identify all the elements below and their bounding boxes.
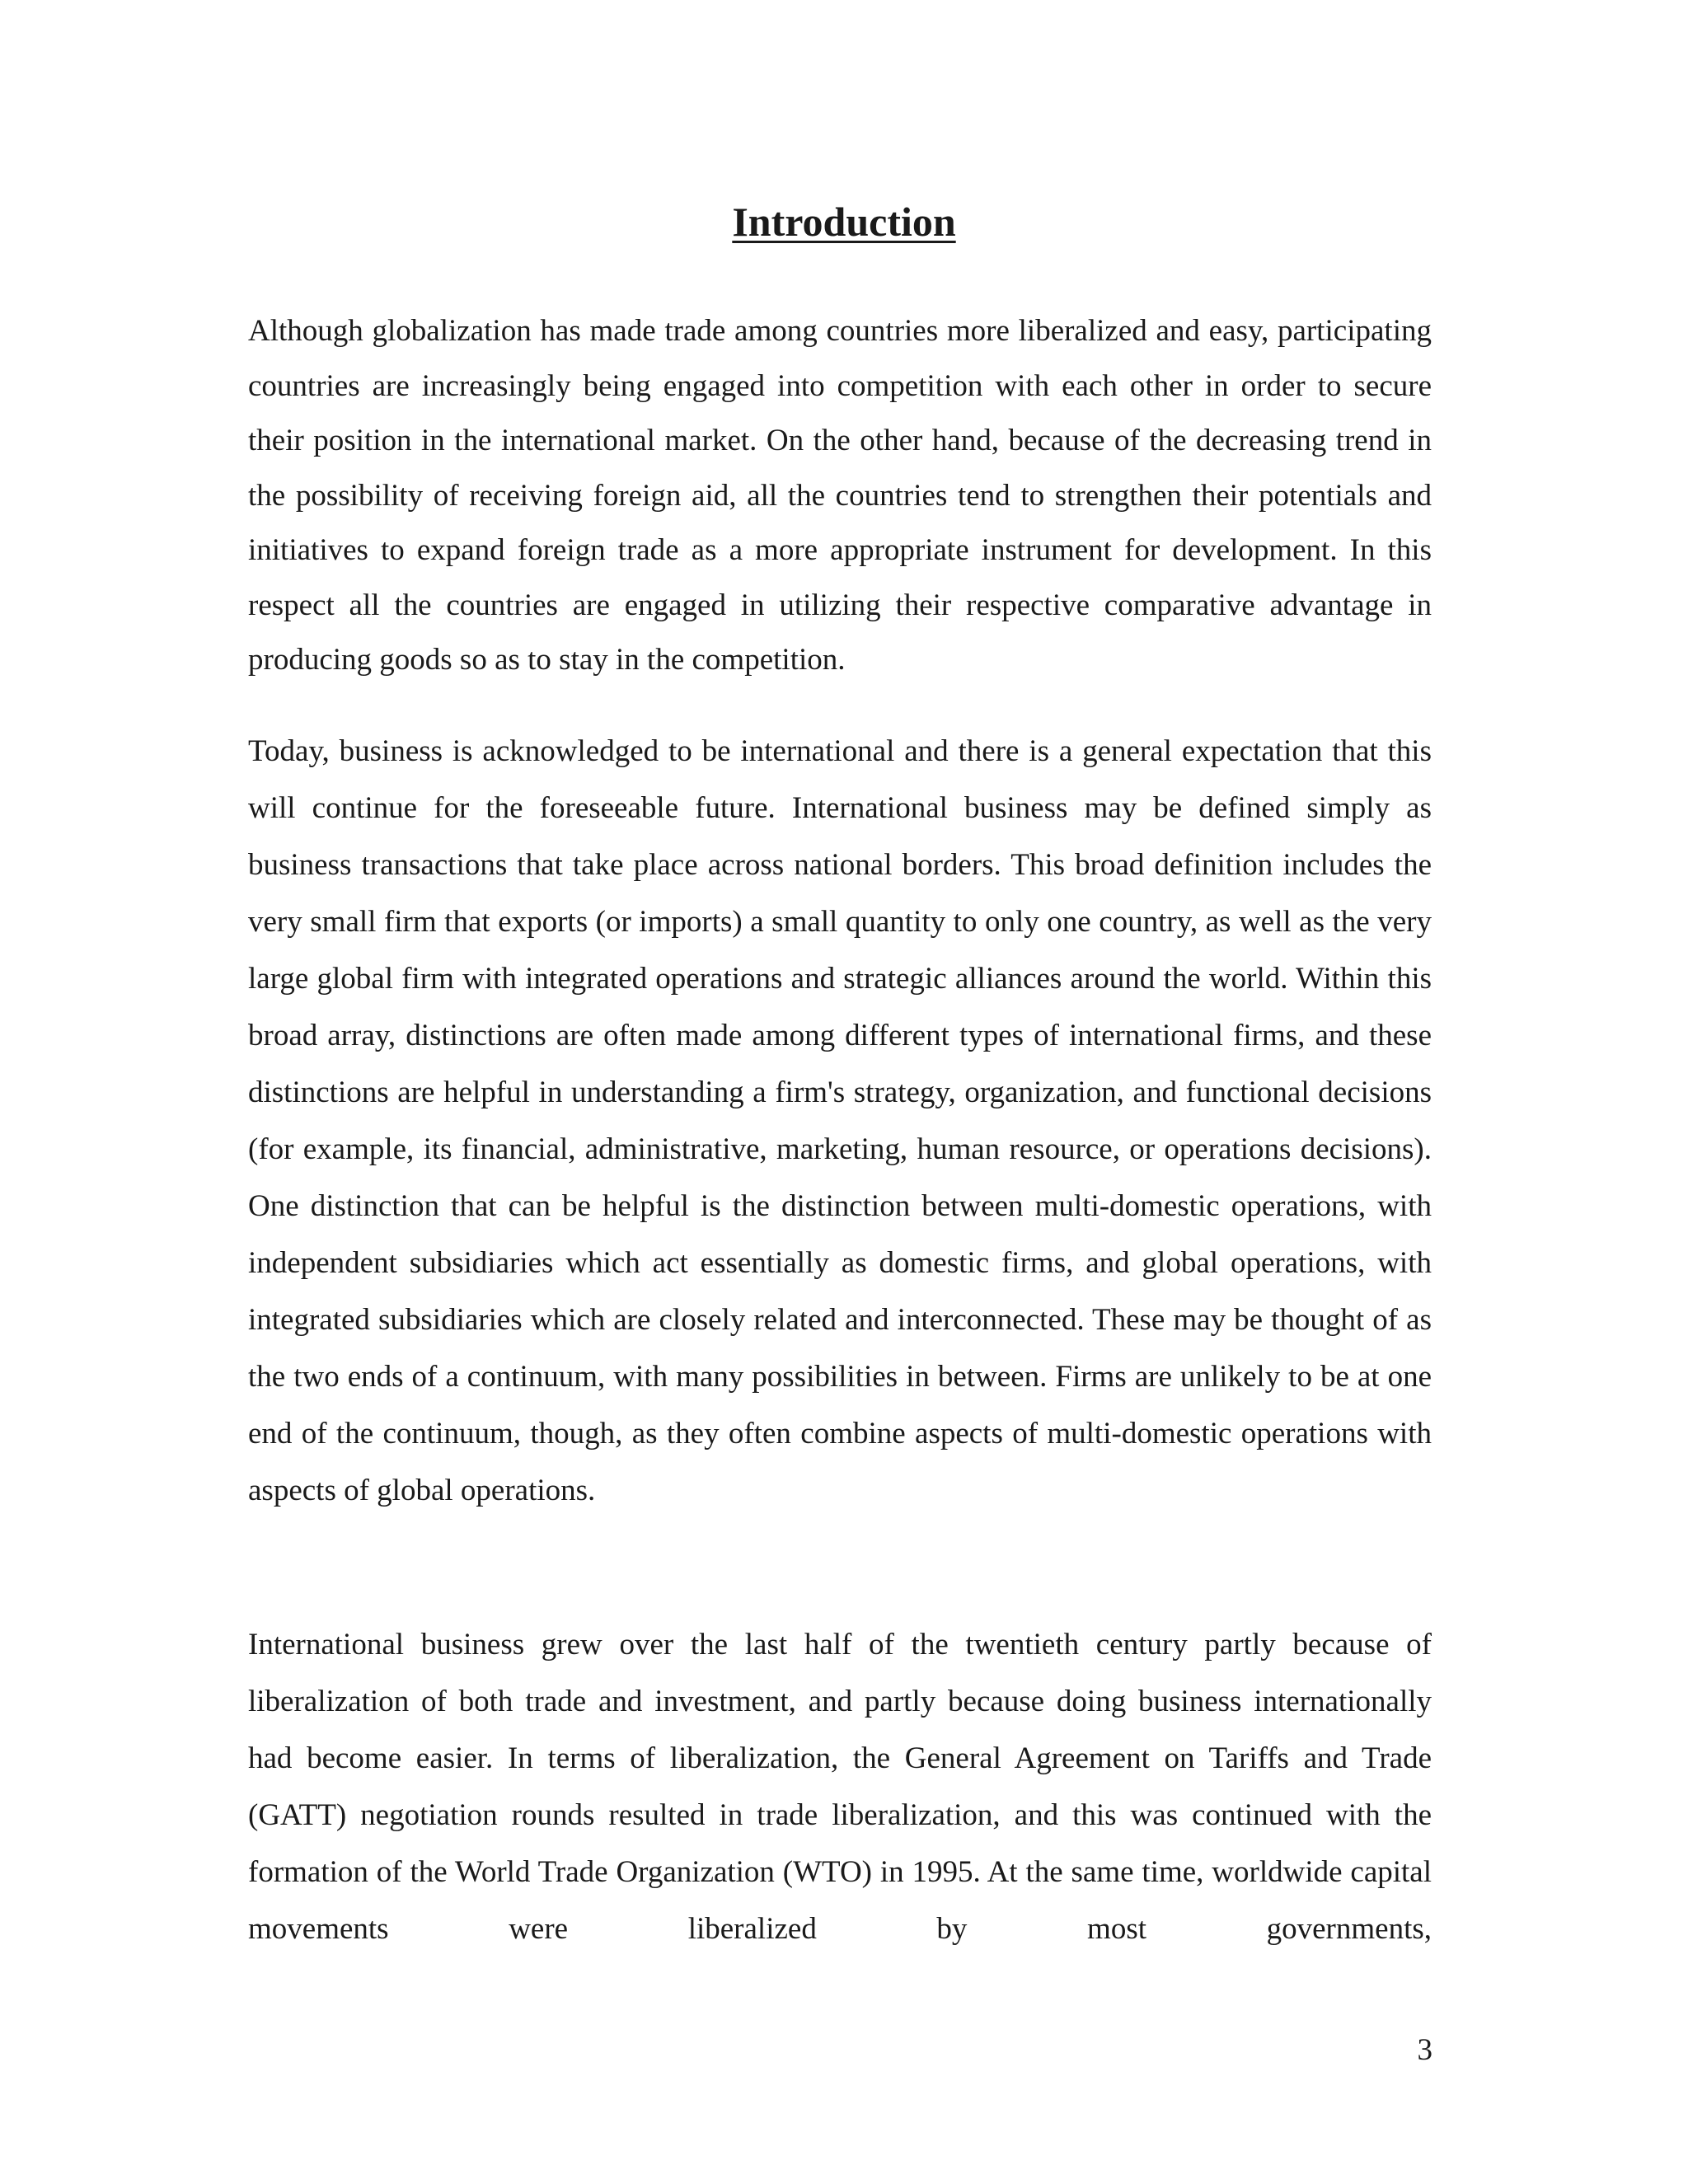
page-number: 3 <box>1417 2033 1432 2067</box>
page-title: Introduction <box>732 199 956 245</box>
paragraph-1: Although globalization has made trade among countries more liberalized and easy, participating countries are increasingly being engaged into competition with each other in order to secure their position in the international market. On the other hand, because of the decreasing trend in the possibility of receiving foreign aid, all the countries tend to strengthen their potentials and initiatives to expand foreign trade as a more appropriate instrument for development. In this respect all the countries are engaged in utilizing their respective comparative advantage in producing goods so as to stay in the competition. <box>248 314 1432 677</box>
paragraph-2: Today, business is acknowledged to be international and there is a general expectation that this will continue for the foreseeable future. International business may be defined simply as business transactions that take place across national borders. This broad definition includes the very small firm that exports (or imports) a small quantity to only one country, as well as the very large global firm with integrated operations and strategic alliances around the world. Within this broad array, distinctions are often made among different types of international firms, and these distinctions are helpful in understanding a firm's strategy, organization, and functional decisions (for example, its financial, administrative, marketing, human resource, or operations decisions). One distinction that can be helpful is the distinction between multi-domestic operations, with independent subsidiaries which act essentially as domestic firms, and global operations, with integrated subsidiaries which are closely related and interconnected. These may be thought of as the two ends of a continuum, with many possibilities in between. Firms are unlikely to be at one end of the continuum, though, as they often combine aspects of multi-domestic operations with aspects of global operations. <box>248 734 1432 1507</box>
paragraph-3: International business grew over the last half of the twentieth century partly because of liberalization of both trade and investment, and partly because doing business internationally had become easier. In terms of liberalization, the General Agreement on Tariffs and Trade (GATT) negotiation rounds resulted in trade liberalization, and this was continued with the formation of the World Trade Organization (WTO) in 1995. At the same time, worldwide capital movements were liberalized by most governments, <box>248 1628 1432 1946</box>
